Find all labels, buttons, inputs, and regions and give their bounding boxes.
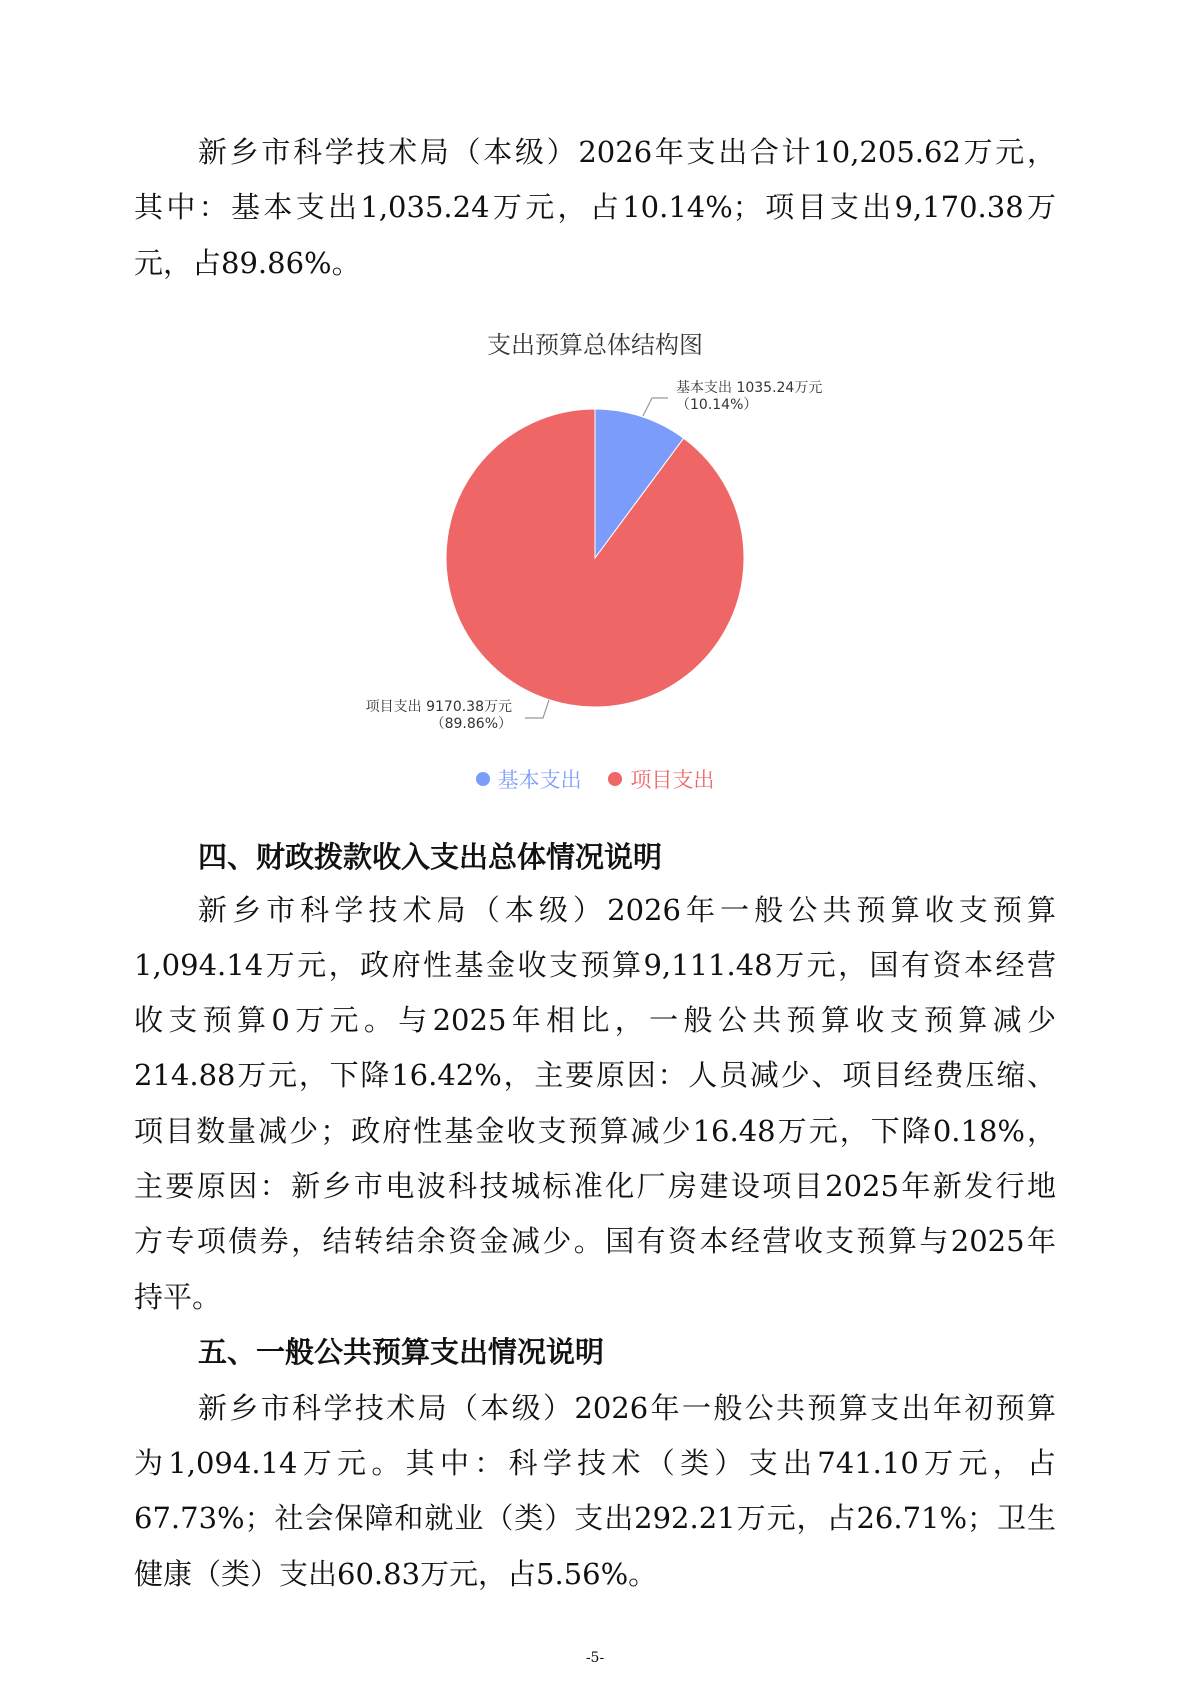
pie-slice-project[interactable] (446, 409, 744, 707)
legend-item-project[interactable] (608, 764, 714, 794)
paragraph-line: 新乡市科学技术局（本级）2026年支出合计10,205.62万元， (198, 135, 1056, 169)
paragraph-line: 新乡市科学技术局（本级）2026年一般公共预算收支预算 (198, 893, 1056, 927)
section-heading: 五、一般公共预算支出情况说明 (198, 1335, 605, 1369)
paragraph-line: 方专项债券，结转结余资金减少。国有资本经营收支预算与2025年 (134, 1224, 1056, 1258)
pie-label-project (340, 699, 512, 733)
paragraph-line: 67.73%；社会保障和就业（类）支出292.21万元，占26.71%；卫生 (134, 1501, 1056, 1535)
paragraph-line: 健康（类）支出60.83万元，占5.56%。 (134, 1557, 658, 1591)
page-number: -5- (585, 1650, 605, 1666)
paragraph-line: 主要原因：新乡市电波科技城标准化厂房建设项目2025年新发行地 (134, 1169, 1056, 1203)
pie-label-basic-percent: （10.14%） (676, 397, 758, 413)
paragraph-line: 1,094.14万元，政府性基金收支预算9,111.48万元，国有资本经营 (134, 948, 1056, 982)
paragraph-line: 214.88万元，下降16.42%，主要原因：人员减少、项目经费压缩、 (134, 1058, 1056, 1092)
paragraph-line: 新乡市科学技术局（本级）2026年一般公共预算支出年初预算 (198, 1391, 1056, 1425)
paragraph-line: 为1,094.14万元。其中：科学技术（类）支出741.10万元，占 (134, 1446, 1056, 1480)
paragraph-line: 项目数量减少；政府性基金收支预算减少16.48万元，下降0.18%， (134, 1114, 1056, 1148)
pie-label-basic-value: 基本支出 1035.24万元 (676, 380, 823, 396)
pie-label-project-percent: （89.86%） (430, 716, 512, 732)
paragraph-line: 收支预算0万元。与2025年相比，一般公共预算收支预算减少 (134, 1003, 1056, 1037)
legend-label-basic: 基本支出 (497, 768, 582, 792)
legend-dot-icon (476, 772, 490, 786)
chart-legend (0, 764, 1190, 794)
paragraph-line: 其中：基本支出1,035.24万元，占10.14%；项目支出9,170.38万 (134, 190, 1056, 224)
pie-label-basic (676, 380, 822, 414)
paragraph-line: 持平。 (134, 1280, 222, 1314)
section-heading: 四、财政拨款收入支出总体情况说明 (198, 840, 663, 874)
leader-line-basic (643, 398, 668, 416)
chart-title: 支出预算总体结构图 (487, 331, 703, 359)
legend-item-basic[interactable] (476, 764, 582, 794)
legend-dot-icon (608, 772, 622, 786)
paragraph-line: 元，占89.86%。 (134, 246, 361, 280)
pie-label-project-value: 项目支出 9170.38万元 (365, 699, 512, 715)
legend-label-project: 项目支出 (630, 768, 715, 792)
leader-line-project (525, 700, 549, 718)
